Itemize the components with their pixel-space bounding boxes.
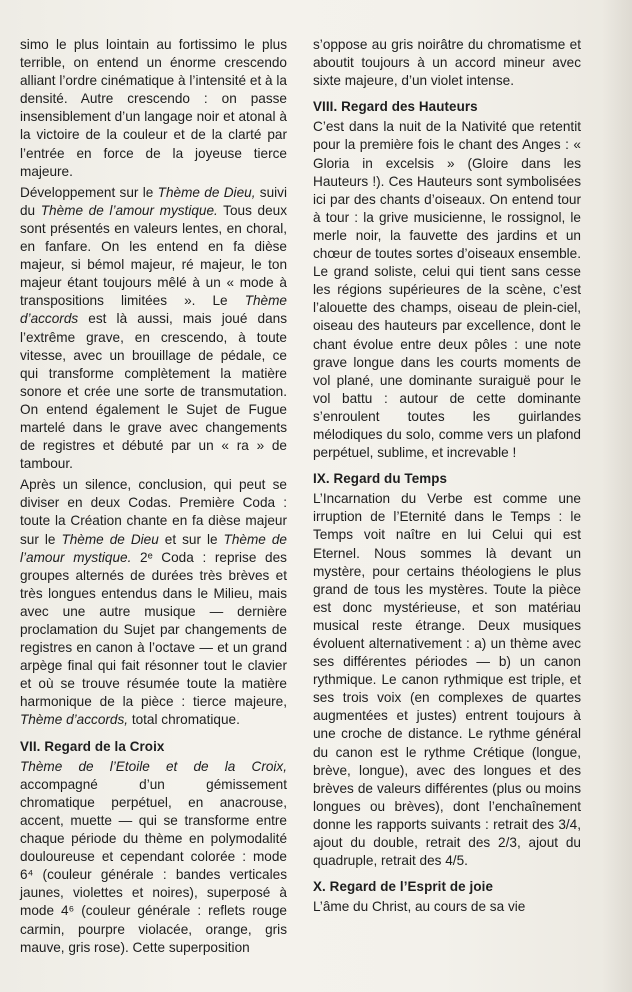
text: Développement sur le [20, 184, 158, 200]
text: L’Incarnation du Verbe est comme une irruption de l’Eternité dans le Temps : le Temps voit naître en lui Celui qui est Eternel. Nous sommes là devant un mystère, pour certains théologiens le plus grand de tous les mystères. Toute la pièce est donc mystérieuse, et son matériau musical reste étrange. Deux musiques évoluent alternativement : a) un thème avec ses différentes périodes — b) un canon rythmique. Le canon rythmique est triple, et ses trois voix (en complexes de quartes augmentées et justes) entrent toujours à une croche de distance. Le rythme général du canon est le rythme Crétique (longue, brève, longue), avec des longues et des brèves de valeurs différentes (plus ou moins longues ou brèves), dont l’enchaînement donne les rapports suivants : retrait des 3/4, ajout du double, retrait des 2/3, ajout du quadruple, retrait des 4/5. [313, 491, 581, 869]
text: C’est dans la nuit de la Nativité que retentit pour la première fois le chant des Anges : « Gloria in excelsis » (Gloire dans les Hauteurs !). Ces Hauteurs sont symbolisées ici par des chants d’oiseaux. On entend tour à tour : la grive musicienne, le rossignol, le merle noir, la fauvette des jardins et un chœur de toutes sortes d’oiseaux ensemble. Le grand soliste, celui qui tient sans cesse les régions supérieures de la scène, c’est l’alouette des champs, oiseau de plein-ciel, oiseau des hauteurs par excellence, dont le chant évolue entre deux pôles : une note grave longue dans les courts moments de vol plané, une dominante suraiguë pour le vol battu : autour de cette dominante s’enroulent toutes les guirlandes mélodiques du solo, comme vers un plafond perpétuel, sublime, et increvable ! [313, 119, 581, 461]
text: total chromatique. [128, 712, 240, 728]
text: est là aussi, mais joué dans l’extrême grave, en crescendo, à toute vitesse, avec un brouillage de pédale, ce qui transforme complètement la matière sonore et crée une sorte de transmutation. On entend également le Sujet de Fugue martelé dans le grave avec changements de registres et débuté par un « ra » de tambour. [20, 311, 287, 472]
italic-title: Thème d’accords, [20, 712, 129, 728]
right-column [313, 36, 581, 919]
paragraph [313, 36, 581, 90]
text: suivi du [20, 184, 287, 218]
italic-title: Thème de Dieu [61, 531, 159, 547]
paragraph [20, 476, 287, 729]
text: simo le plus lointain au fortissimo le plus terrible, on entend un énorme crescendo alliant l’ordre cinématique à l’intensité et à la densité. Autre crescendo : on passe insensiblement d’un langage noir et atonal à la victoire de la couleur et de la clarté par l’entrée en force de la joyeuse tierce majeure. [20, 37, 287, 179]
paragraph [20, 184, 287, 474]
text: L’âme du Christ, au cours de sa vie [313, 899, 526, 915]
page-edge-shadow [602, 0, 632, 992]
paragraph [20, 758, 287, 957]
text: 2ᵉ Coda : reprise des groupes alternés de durées très brèves et très longues entendus dans le Milieu, mais avec une autre musique — dernière proclamation du Sujet par changements de registres en canon à l’octave — et un grand arpège final qui fait résonner tout le clavier et où se trouve résumée toute la matière harmonique de la pièce : tierce majeure, [20, 549, 287, 710]
section-heading: X. Regard de l’Esprit de joie [313, 879, 493, 895]
italic-title: Thème d’accords [20, 293, 287, 327]
italic-title: Thème de Dieu, [157, 184, 256, 200]
paragraph [313, 490, 581, 870]
text: Après un silence, conclusion, qui peut se diviser en deux Codas. Première Coda : toute la Création chante en fa dièse majeur sur le [20, 477, 287, 547]
paragraph [313, 898, 581, 916]
text: s’oppose au gris noirâtre du chromatisme et aboutit toujours à un accord mineur avec sixte majeure, d’un violet intense. [313, 37, 581, 89]
text: et sur le [158, 531, 224, 547]
paragraph [313, 118, 581, 462]
section-heading: VIII. Regard des Hauteurs [313, 99, 478, 115]
italic-title: Thème de l’amour mystique. [20, 531, 287, 565]
paragraph [20, 36, 287, 181]
left-column [20, 36, 287, 960]
text: accompagné d’un gémissement chromatique perpétuel, en anacrouse, accent, muette — qui se transforme entre chaque période du thème en polymodalité douloureuse et cependant colorée : mode 6⁴ (couleur générale : bandes verticales jaunes, violettes et noires), superposé à mode 4⁶ (couleur générale : reflets rouge carmin, pourpre violacée, orange, gris mauve, gris rose). Cette superposition [20, 776, 287, 955]
section-heading: VII. Regard de la Croix [20, 738, 165, 754]
italic-title: Thème de l’amour mystique. [40, 202, 218, 218]
section-heading: IX. Regard du Temps [313, 471, 448, 487]
italic-title: Thème de l’Etoile et de la Croix, [20, 758, 287, 774]
text: Tous deux sont présentés en valeurs lentes, en choral, en fanfare. On les entend en fa dièse majeur, si bémol majeur, ré majeur, le ton majeur étant toujours mêlé à un « mode à transpositions limitées ». Le [20, 202, 287, 309]
